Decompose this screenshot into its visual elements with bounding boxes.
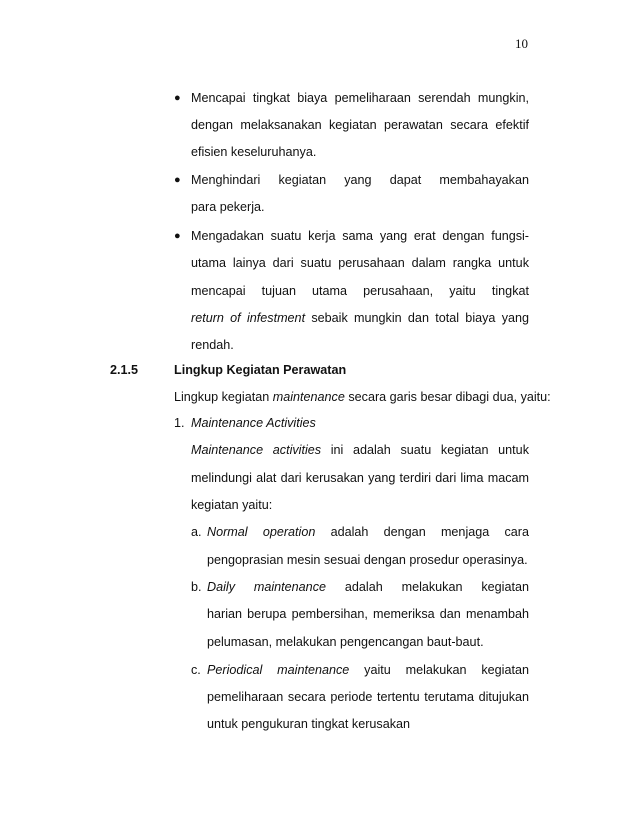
bullet-1-row-3	[0, 140, 638, 164]
intro-after: secara garis besar dibagi dua, yaitu:	[344, 390, 551, 404]
bullet-1-line-2: dengan melaksanakan kegiatan perawatan secara efektif	[191, 118, 529, 132]
bullet-item-2	[0, 168, 638, 192]
section-heading	[0, 358, 638, 382]
sub-item-b-line-2: harian berupa pembersihan, memeriksa dan menambah	[207, 607, 529, 621]
sub-item-c-line-1	[207, 658, 529, 682]
list1-para-line-2: melindungi alat dari kerusakan yang terdiri dari lima macam	[191, 471, 529, 485]
sub-item-c-row-3	[0, 712, 638, 736]
bullet-1-line-3: efisien keseluruhanya.	[191, 145, 317, 159]
sub-item-marker: a.	[191, 525, 202, 539]
bullet-3-line-1: Mengadakan suatu kerja sama yang erat dengan fungsi-	[191, 229, 529, 243]
list1-para-line-1-rest: ini adalah suatu kegiatan untuk	[321, 443, 529, 457]
list1-row-2	[0, 466, 638, 490]
bullet-marker: ●	[174, 174, 181, 186]
bullet-item-3	[0, 224, 638, 248]
sub-item-marker: b.	[191, 580, 202, 594]
sub-item-a-line-1	[207, 520, 529, 544]
bullet-2-row-2	[0, 195, 638, 219]
bullet-marker: ●	[174, 230, 181, 242]
section-number: 2.1.5	[110, 363, 139, 377]
sub-item-a	[0, 520, 638, 544]
sub-item-a-line-2: pengoprasian mesin sesuai dengan prosedur operasinya.	[207, 553, 528, 567]
bullet-3-line-4-rest: sebaik mungkin dan total biaya yang	[305, 311, 529, 325]
sub-item-a-row-2	[0, 548, 638, 572]
sub-item-c-line-2: pemeliharaan secara periode tertentu terutama ditujukan	[207, 690, 529, 704]
italic-term: Normal operation	[207, 525, 316, 539]
list1-para-line-3: kegiatan yaitu:	[191, 498, 273, 512]
sub-item-c	[0, 658, 638, 682]
sub-item-c-row-2	[0, 685, 638, 709]
sub-item-b-row-3	[0, 630, 638, 654]
bullet-3-row-2	[0, 251, 638, 275]
numbered-item-1	[0, 411, 638, 435]
sub-item-marker: c.	[191, 663, 201, 677]
bullet-3-row-3	[0, 279, 638, 303]
list1-row-3	[0, 493, 638, 517]
sub-item-b-line-1-rest: adalah melakukan kegiatan	[344, 580, 529, 594]
bullet-2-line-1: Menghindari kegiatan yang dapat membahayakan	[191, 173, 529, 187]
bullet-marker: ●	[174, 92, 181, 104]
page-number: 10	[515, 36, 528, 51]
bullet-3-line-3: mencapai tujuan utama perusahaan, yaitu tingkat	[191, 284, 529, 298]
italic-term: Periodical maintenance	[207, 663, 350, 677]
numbered-item-title	[191, 411, 316, 435]
intro-before: Lingkup kegiatan	[174, 390, 273, 404]
bullet-3-line-4	[191, 306, 529, 330]
bullet-3-line-5: rendah.	[191, 338, 234, 352]
italic-term: Daily maintenance	[207, 580, 326, 594]
bullet-item-1	[0, 86, 638, 110]
section-title: Lingkup Kegiatan Perawatan	[174, 363, 347, 377]
sub-item-b	[0, 575, 638, 599]
sub-item-c-line-1-rest: yaitu melakukan kegiatan	[349, 663, 529, 677]
numbered-marker: 1.	[174, 416, 185, 430]
sub-item-b-line-3: pelumasan, melakukan pengencangan baut-baut.	[207, 635, 484, 649]
sub-item-b-row-2	[0, 602, 638, 626]
italic-term: Maintenance activities	[191, 443, 322, 457]
bullet-2-line-2: para pekerja.	[191, 200, 265, 214]
italic-term: return of infestment	[191, 311, 306, 325]
intro-paragraph	[0, 385, 638, 409]
list1-row-1	[0, 438, 638, 462]
sub-item-c-line-3: untuk pengukuran tingkat kerusakan	[207, 717, 411, 731]
sub-item-b-line-1	[207, 575, 529, 599]
intro-line	[174, 385, 551, 409]
numbered-item-title-text: Maintenance Activities	[191, 416, 316, 430]
bullet-3-row-4	[0, 306, 638, 330]
bullet-3-line-2: utama lainya dari suatu perusahaan dalam rangka untuk	[191, 256, 529, 270]
bullet-1-row-2	[0, 113, 638, 137]
sub-item-a-line-1-rest: adalah dengan menjaga cara	[315, 525, 529, 539]
intro-italic: maintenance	[272, 390, 345, 404]
list1-para-line-1	[191, 438, 529, 462]
bullet-3-row-5	[0, 333, 638, 357]
bullet-1-line-1: Mencapai tingkat biaya pemeliharaan serendah mungkin,	[191, 91, 529, 105]
